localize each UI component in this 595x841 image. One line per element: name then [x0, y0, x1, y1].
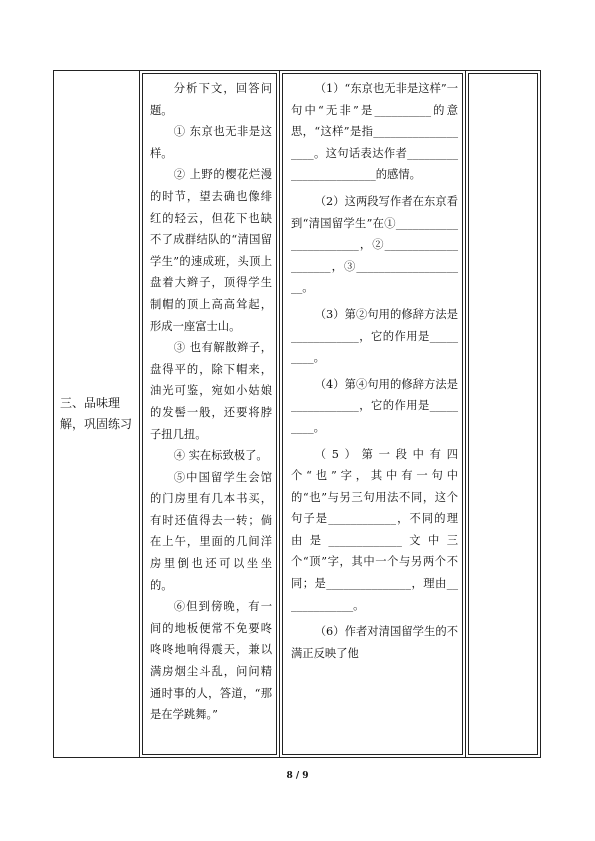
- stage-label: 三、品味理解，巩固练习: [60, 396, 133, 431]
- question-6: （6）作者对清国留学生的不满正反映了他: [291, 625, 458, 660]
- notes-box: [468, 73, 538, 755]
- question-4: （4）第④句用的修辞方法是____________，它的作用是_________。: [291, 377, 458, 434]
- questions-cell: [280, 71, 466, 758]
- table-row: [54, 71, 541, 758]
- question-1: （1）“东京也无非是这样”一句中“无非”是__________的意思，“这样”是指___________________。这句话表达作者________________________的感情。: [291, 82, 458, 182]
- passage-sentence-1: ① 东京也无非是这样。: [150, 125, 272, 160]
- passage-text: [143, 74, 276, 726]
- passage-sentence-3: ③ 也有解散辫子，盘得平的，除下帽来，油光可鉴，宛如小姑娘的发髻一般，还要将脖子扭几扭。: [150, 341, 272, 441]
- lesson-table: [53, 70, 541, 758]
- question-3: （3）第②句用的修辞方法是____________，它的作用是_________。: [291, 307, 458, 365]
- passage-box: [142, 73, 277, 755]
- passage-intro: 分析下文，回答问题。: [150, 82, 272, 117]
- passage-cell: [140, 71, 280, 758]
- question-2: （2）这两段写作者在东京看到“清国留学生”在①_______________________，②____________________，③____________________。: [291, 194, 458, 295]
- passage-sentence-5: ⑤中国留学生会馆的门房里有几本书买，有时还值得去一转；倘在上午，里面的几间洋房里倒也还可以坐坐的。: [150, 470, 272, 592]
- questions-list: [283, 74, 462, 664]
- notes-cell: [466, 71, 541, 758]
- passage-sentence-4: ④ 实在标致极了。: [173, 449, 268, 463]
- passage-sentence-2: ② 上野的樱花烂漫的时节，望去确也像绯红的轻云，但花下也缺不了成群结队的“清国留学生”的速成班，头顶上盘着大辫子，顶得学生制帽的顶上高高耸起，形成一座富士山。: [150, 168, 272, 333]
- question-5: （5）第一段中有四个“也”字，其中有一句中的“也”与另三句用法不同，这个句子是____________，不同的理由是_____________文中三个“顶”字，其中一个与另两个不同；是_______________，理由_____________。: [291, 447, 458, 612]
- stage-label-cell: [54, 71, 140, 758]
- page-number: 8 / 9: [286, 771, 309, 781]
- questions-box: [282, 73, 463, 755]
- passage-sentence-6: ⑥但到傍晚，有一间的地板便常不免要咚咚咚地响得震天，兼以满房烟尘斗乱，问问精通时事的人，答道，“那是在学跳舞。”: [150, 600, 272, 722]
